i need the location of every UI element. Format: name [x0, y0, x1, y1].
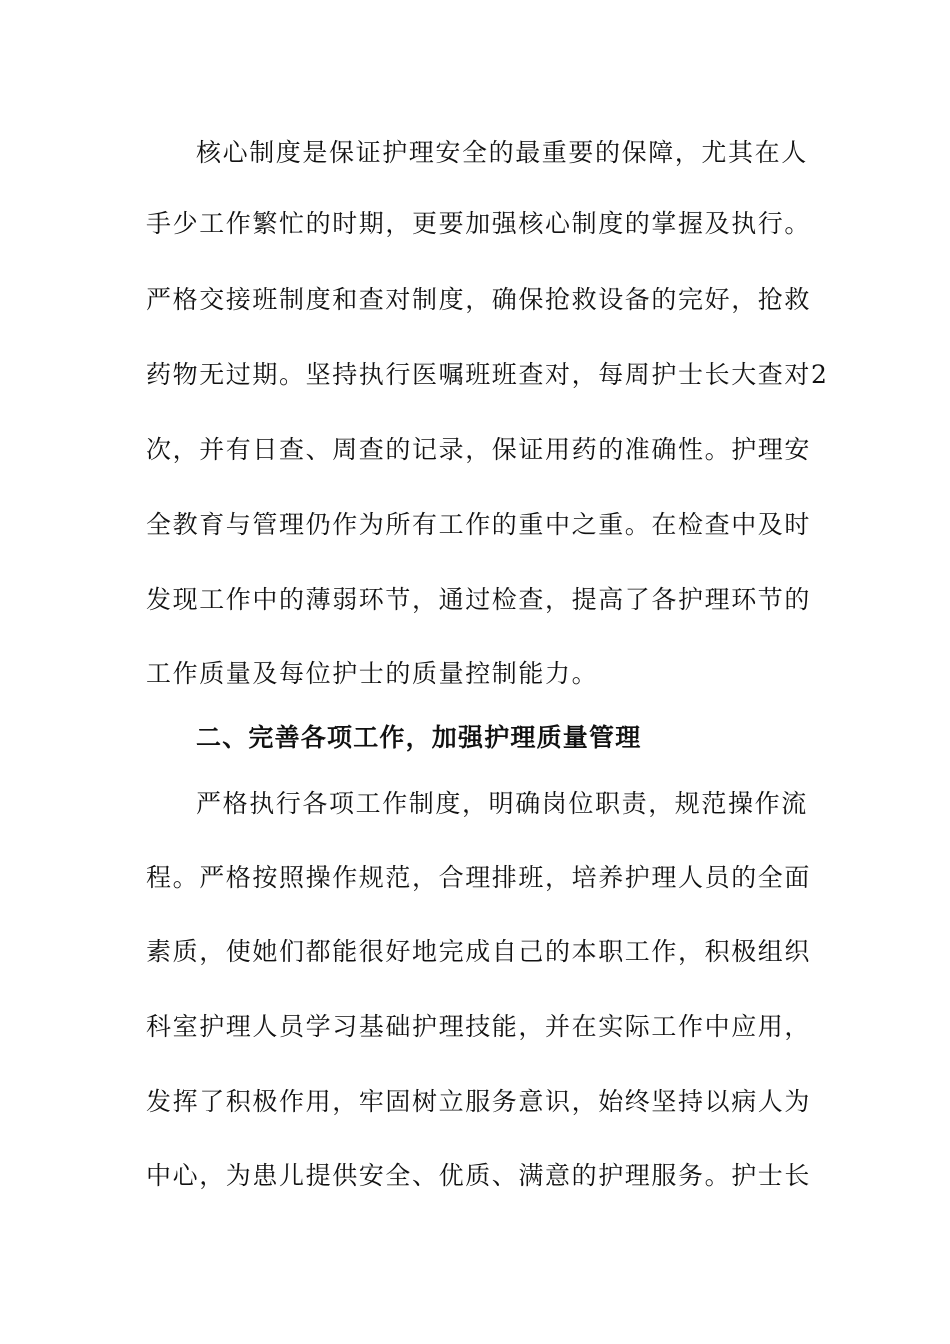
paragraph-2-line-5: 发挥了积极作用，牢固树立服务意识，始终坚持以病人为 [146, 1087, 812, 1116]
paragraph-1-line-5: 次，并有日查、周查的记录，保证用药的准确性。护理安 [146, 435, 812, 464]
paragraph-1-line-4: 药物无过期。坚持执行医嘱班班查对，每周护士长大查对2 [146, 360, 829, 389]
paragraph-2-line-1: 严格执行各项工作制度，明确岗位职责，规范操作流 [196, 789, 808, 818]
paragraph-2-line-2: 程。严格按照操作规范，合理排班，培养护理人员的全面 [146, 863, 812, 892]
paragraph-1-line-2: 手少工作繁忙的时期，更要加强核心制度的掌握及执行。 [146, 209, 812, 238]
paragraph-2-line-6: 中心，为患儿提供安全、优质、满意的护理服务。护士长 [146, 1161, 812, 1190]
section-heading-2: 二、完善各项工作，加强护理质量管理 [196, 723, 642, 752]
paragraph-1-line-3: 严格交接班制度和查对制度，确保抢救设备的完好，抢救 [146, 285, 812, 314]
paragraph-1-line-6: 全教育与管理仍作为所有工作的重中之重。在检查中及时 [146, 510, 812, 539]
paragraph-1-line-1: 核心制度是保证护理安全的最重要的保障，尤其在人 [196, 138, 808, 167]
paragraph-1-line-8: 工作质量及每位护士的质量控制能力。 [146, 659, 599, 688]
paragraph-1-line-7: 发现工作中的薄弱环节，通过检查，提高了各护理环节的 [146, 585, 812, 614]
paragraph-2-line-4: 科室护理人员学习基础护理技能，并在实际工作中应用， [146, 1012, 812, 1041]
paragraph-2-line-3: 素质，使她们都能很好地完成自己的本职工作，积极组织 [146, 937, 812, 966]
